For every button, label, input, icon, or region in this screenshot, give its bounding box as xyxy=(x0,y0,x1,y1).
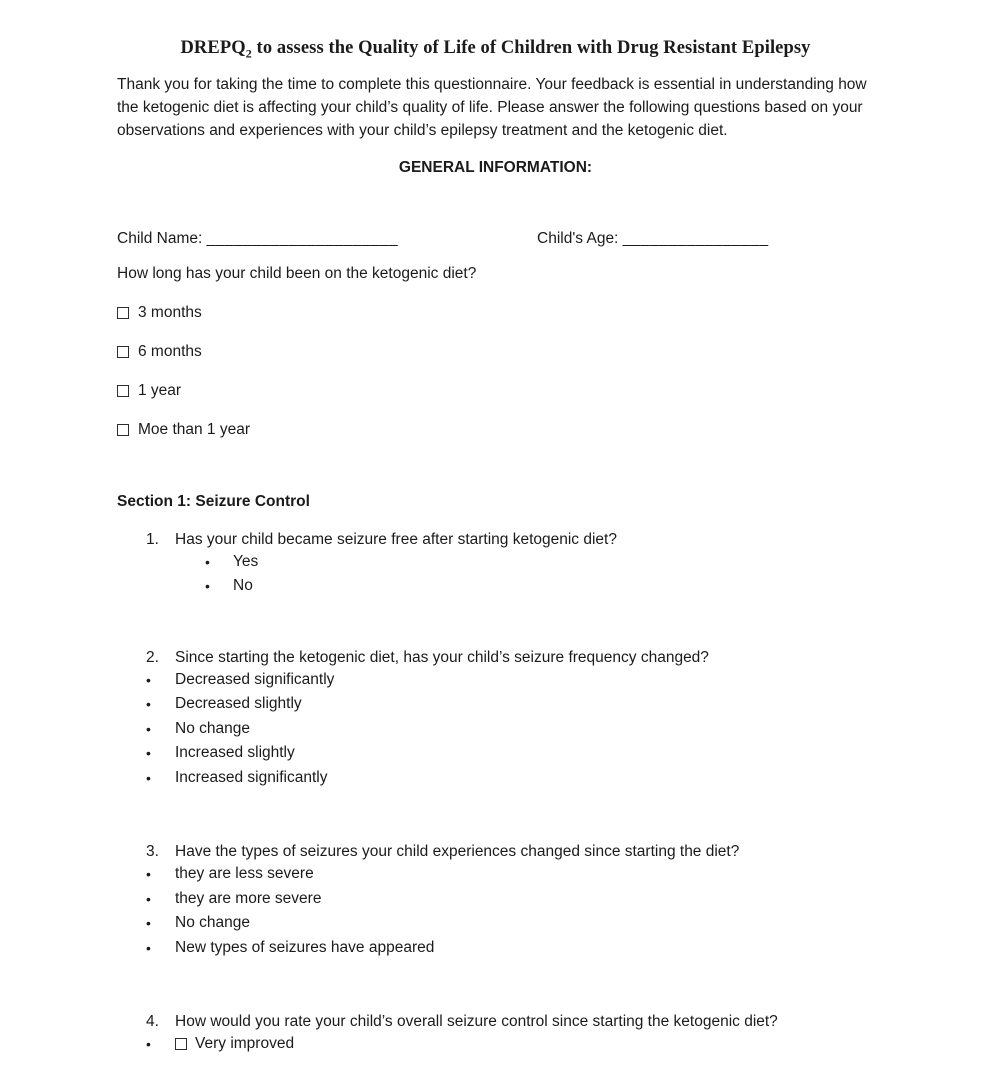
bullet-icon: • xyxy=(146,720,151,737)
question-3-options xyxy=(117,862,874,960)
option-label: they are more severe xyxy=(175,889,322,907)
duration-option-more-than-1-year[interactable] xyxy=(117,420,874,440)
option-more-severe xyxy=(117,887,874,912)
question-text: Since starting the ketogenic diet, has your child’s seizure frequency changed? xyxy=(175,648,709,666)
option-label: Moe than 1 year xyxy=(138,420,251,438)
diet-duration-options xyxy=(117,303,874,440)
option-no-change xyxy=(117,911,874,936)
option-label: No change xyxy=(175,914,250,932)
option-decreased-slightly xyxy=(117,692,874,717)
option-label: Decreased significantly xyxy=(175,670,335,688)
question-text: Has your child became seizure free after starting ketogenic diet? xyxy=(175,530,617,548)
child-name-field xyxy=(117,230,398,247)
question-2-options xyxy=(117,668,874,791)
child-age-label: Child's Age: xyxy=(537,229,619,247)
option-label: 1 year xyxy=(138,381,182,399)
option-label: Yes xyxy=(233,552,259,570)
option-label: No xyxy=(233,577,253,595)
option-no xyxy=(117,574,874,599)
bullet-icon: • xyxy=(146,1036,151,1053)
title-acronym: DREPQ xyxy=(180,38,246,58)
option-less-severe xyxy=(117,862,874,887)
bullet-icon: • xyxy=(205,578,210,595)
question-text: Have the types of seizures your child experiences changed since starting the diet? xyxy=(175,843,740,861)
option-label: Very improved xyxy=(195,1035,295,1053)
question-number: 4. xyxy=(146,1013,159,1031)
child-name-label: Child Name: xyxy=(117,229,203,247)
checkbox-icon[interactable] xyxy=(175,1038,187,1050)
question-text: How would you rate your child’s overall seizure control since starting the ketogenic diet? xyxy=(175,1013,778,1031)
option-label: they are less severe xyxy=(175,865,314,883)
option-label: 3 months xyxy=(138,303,202,321)
section-1-heading: Section 1: Seizure Control xyxy=(117,492,310,510)
option-new-seizure-types xyxy=(117,936,874,961)
option-increased-slightly xyxy=(117,741,874,766)
title-subscript: 2 xyxy=(245,46,252,61)
question-number: 2. xyxy=(146,648,159,666)
bullet-icon: • xyxy=(146,745,151,762)
bullet-icon: • xyxy=(146,939,151,956)
option-label: Increased significantly xyxy=(175,768,328,786)
bullet-icon: • xyxy=(146,866,151,883)
option-decreased-significantly xyxy=(117,668,874,693)
bullet-icon: • xyxy=(146,915,151,932)
option-label: Increased slightly xyxy=(175,744,295,762)
bullet-icon: • xyxy=(146,890,151,907)
question-1-options xyxy=(117,550,874,599)
child-age-blank-line[interactable]: ________________ xyxy=(622,229,769,247)
bullet-icon: • xyxy=(146,696,151,713)
intro-paragraph: Thank you for taking the time to complete this questionnaire. Your feedback is essential in understanding how the ketogenic diet is affecting your child’s quality of life. Please answer the following questions based on your observations and experiences with your child’s epilepsy treatment and the ketogenic diet. xyxy=(117,76,867,140)
child-name-blank-line[interactable]: _____________________ xyxy=(206,229,399,247)
question-3 xyxy=(117,841,874,862)
checkbox-icon[interactable] xyxy=(117,346,129,358)
question-4 xyxy=(117,1011,874,1032)
general-information-heading: GENERAL INFORMATION: xyxy=(398,158,593,176)
diet-duration-question: How long has your child been on the ketogenic diet? xyxy=(117,264,477,282)
bullet-icon: • xyxy=(146,671,151,688)
title-rest: to assess the Quality of Life of Children with Drug Resistant Epilepsy xyxy=(251,38,811,58)
option-very-improved[interactable] xyxy=(117,1032,874,1057)
question-1 xyxy=(117,529,874,550)
question-4-options xyxy=(117,1032,874,1057)
option-no-change xyxy=(117,717,874,742)
duration-option-1-year[interactable] xyxy=(117,381,874,401)
duration-option-6-months[interactable] xyxy=(117,342,874,362)
question-number: 3. xyxy=(146,843,159,861)
question-2 xyxy=(117,647,874,668)
child-age-field xyxy=(537,229,769,249)
checkbox-icon[interactable] xyxy=(117,385,129,397)
option-yes xyxy=(117,550,874,575)
option-label: Decreased slightly xyxy=(175,695,302,713)
document-title xyxy=(117,36,874,60)
option-increased-significantly xyxy=(117,766,874,791)
checkbox-icon[interactable] xyxy=(117,307,129,319)
question-number: 1. xyxy=(146,530,159,548)
bullet-icon: • xyxy=(146,769,151,786)
option-label: 6 months xyxy=(138,342,202,360)
name-age-row xyxy=(117,229,874,249)
bullet-icon: • xyxy=(205,553,210,570)
option-label: New types of seizures have appeared xyxy=(175,938,435,956)
duration-option-3-months[interactable] xyxy=(117,303,874,323)
option-label: No change xyxy=(175,719,250,737)
checkbox-icon[interactable] xyxy=(117,424,129,436)
